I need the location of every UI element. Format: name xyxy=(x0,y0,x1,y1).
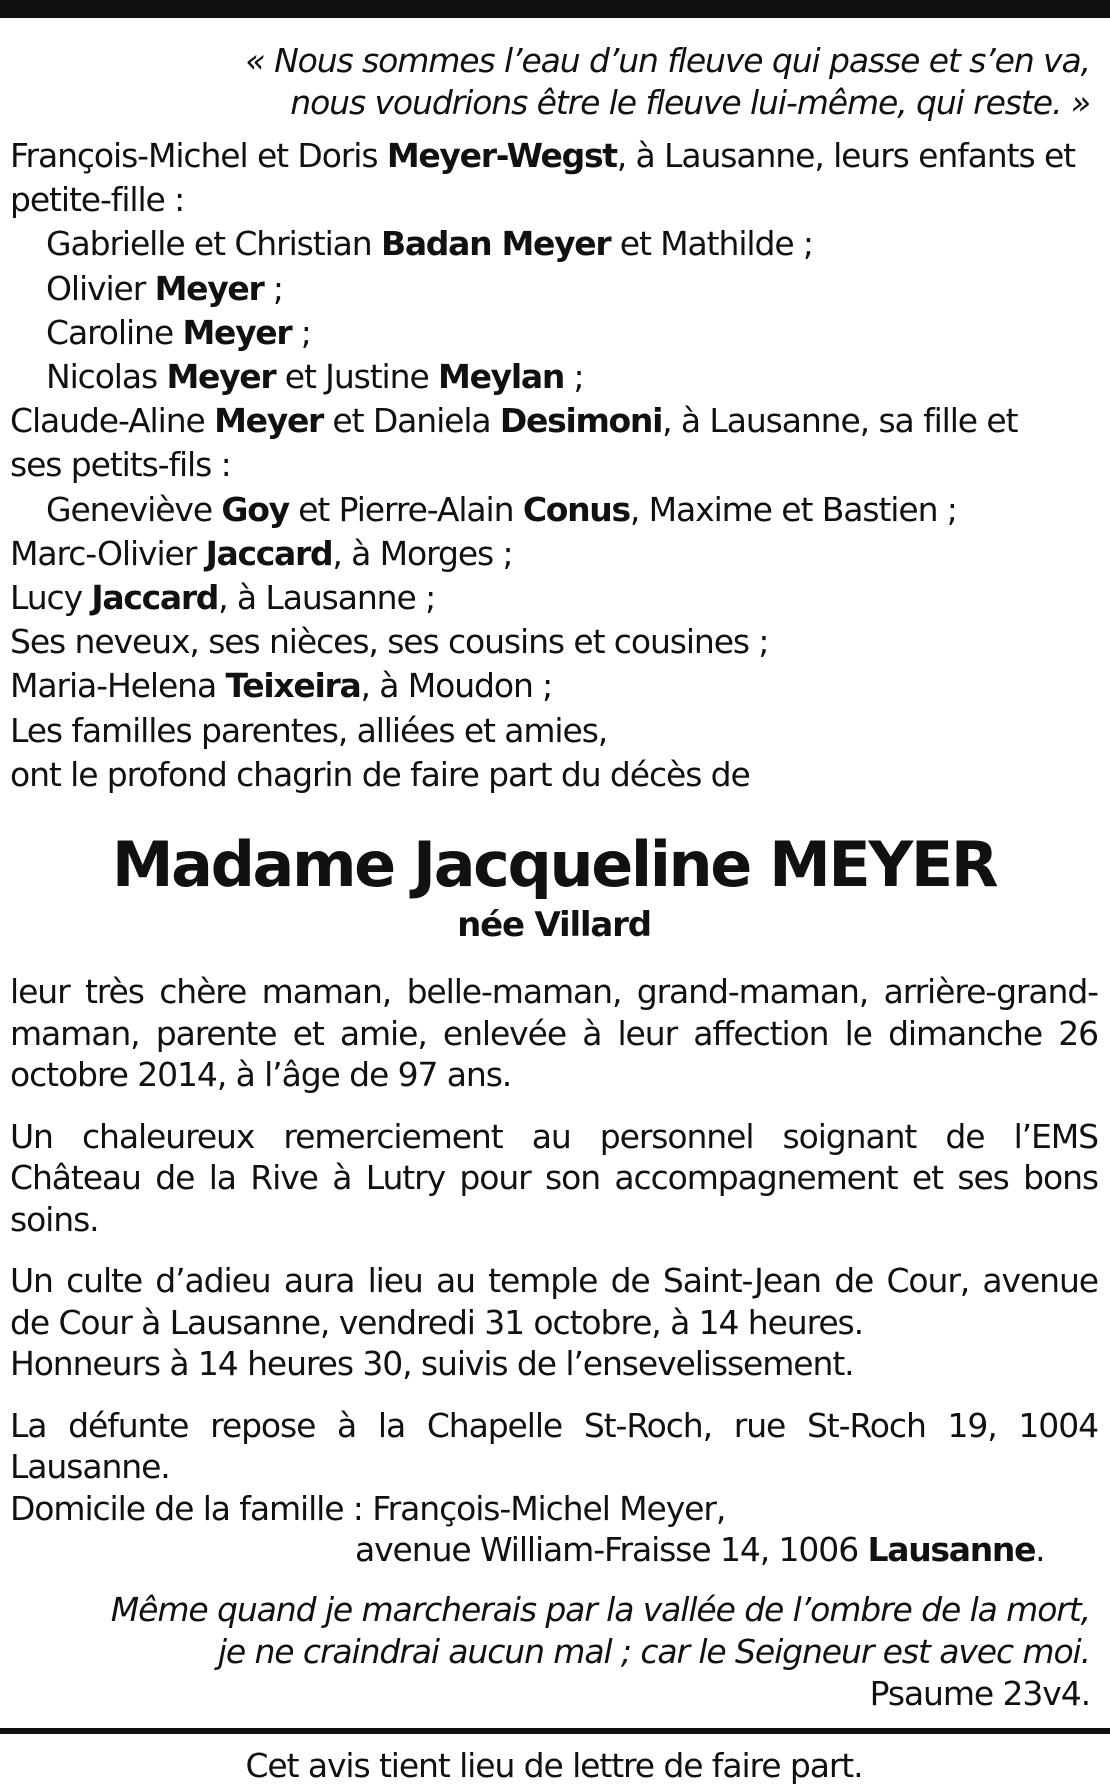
verse-line-2: je ne craindrai aucun mal ; car le Seigneur est avec moi. xyxy=(217,1631,1090,1671)
family-line: Ses neveux, ses nièces, ses cousins et cousines ; xyxy=(10,622,769,662)
obituary-notice xyxy=(10,40,1098,1787)
family-address-label: Domicile de la famille : François-Michel Meyer, xyxy=(10,1488,726,1528)
family-line: Lucy Jaccard, à Lausanne ; xyxy=(10,578,436,618)
tribute-paragraph: leur très chère maman, belle-maman, grand-maman, arrière-grand-maman, parente et amie, enlevée à leur affection le dimanche 26 octobre 2014, à l’âge de 97 ans. xyxy=(10,972,1098,1095)
family-line: ses petits-fils : xyxy=(10,445,231,485)
deceased-maiden-name: née Villard xyxy=(457,905,651,946)
bottom-border-rule xyxy=(0,1728,1110,1734)
family-line: Maria-Helena Teixeira, à Moudon ; xyxy=(10,666,553,706)
family-line: Geneviève Goy et Pierre-Alain Conus, Maxime et Bastien ; xyxy=(46,489,957,529)
verse-reference: Psaume 23v4. xyxy=(869,1673,1090,1713)
family-line: Claude-Aline Meyer et Daniela Desimoni, à Lausanne, sa fille et xyxy=(10,401,1018,441)
family-line: ont le profond chagrin de faire part du décès de xyxy=(10,754,750,794)
family-address-street: avenue William-Fraisse 14, 1006 Lausanne. xyxy=(355,1530,1045,1570)
verse-line-1: Même quand je marcherais par la vallée de l’ombre de la mort, xyxy=(110,1589,1090,1629)
family-line: Marc-Olivier Jaccard, à Morges ; xyxy=(10,533,513,573)
closing-note: Cet avis tient lieu de lettre de faire part. xyxy=(245,1745,863,1785)
family-line: Olivier Meyer ; xyxy=(46,268,283,308)
family-address-city: Lausanne xyxy=(867,1530,1036,1570)
ceremony-honours: Honneurs à 14 heures 30, suivis de l’ensevelissement. xyxy=(10,1344,854,1384)
family-line: François-Michel et Doris Meyer-Wegst, à Lausanne, leurs enfants et xyxy=(10,136,1075,175)
family-line: Nicolas Meyer et Justine Meylan ; xyxy=(46,357,584,397)
bible-verse xyxy=(10,1589,1098,1715)
address-paragraph xyxy=(10,1405,1098,1571)
epigraph-line-1: « Nous sommes l’eau d’un fleuve qui passe et s’en va, xyxy=(245,41,1090,80)
epigraph-line-2: nous voudrions être le fleuve lui-même, qui reste. » xyxy=(290,83,1090,122)
family-line: Les familles parentes, alliées et amies, xyxy=(10,710,608,750)
thanks-paragraph: Un chaleureux remerciement au personnel soignant de l’EMS Château de la Rive à Lutry pour son accompagnement et ses bons soins. xyxy=(10,1116,1098,1239)
family-line: petite-fille : xyxy=(10,180,185,220)
family-line: Gabrielle et Christian Badan Meyer et Mathilde ; xyxy=(46,224,813,264)
ceremony-paragraph xyxy=(10,1260,1098,1385)
ceremony-service: Un culte d’adieu aura lieu au temple de Saint-Jean de Cour, avenue de Cour à Lausanne, vendredi 31 octobre, à 14 heures. xyxy=(10,1261,1098,1342)
top-border-rule xyxy=(0,0,1110,18)
family-line: Caroline Meyer ; xyxy=(46,312,311,352)
family-list xyxy=(10,134,1098,797)
epigraph xyxy=(10,40,1098,124)
rest-location: La défunte repose à la Chapelle St-Roch, rue St-Roch 19, 1004 Lausanne. xyxy=(10,1405,1098,1487)
deceased-heading xyxy=(10,829,1098,949)
deceased-name: Madame Jacqueline MEYER xyxy=(111,828,997,902)
